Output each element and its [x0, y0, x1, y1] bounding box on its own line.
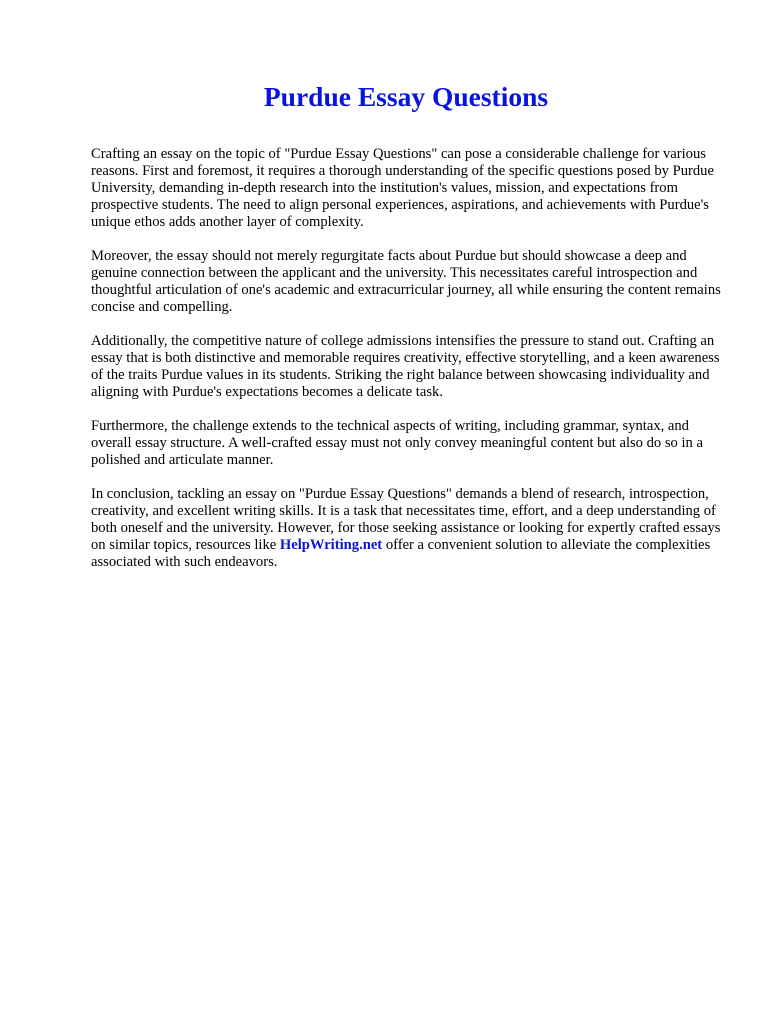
- helpwriting-link[interactable]: HelpWriting.net: [279, 537, 383, 553]
- conclusion-text-end: offer a convenient solution to alleviate the complexities associated with such endeavors.: [91, 537, 711, 570]
- essay-body: [91, 146, 731, 588]
- paragraph-competition: Additionally, the competitive nature of college admissions intensifies the pressure to stand out. Crafting an essay that is both distinctive and memorable requires creativity, effective storytelling, and a keen awareness of the traits Purdue values in its students. Striking the right balance between showcasing individuality and aligning with Purdue's expectations becomes a delicate task.: [91, 333, 720, 400]
- paragraph-intro: Crafting an essay on the topic of "Purdue Essay Questions" can pose a considerable challenge for various reasons. First and foremost, it requires a thorough understanding of the specific questions posed by Purdue University, demanding in-depth research into the institution's values, mission, and expectations from prospective students. The need to align personal experiences, aspirations, and achievements with Purdue's unique ethos adds another layer of complexity.: [91, 146, 714, 230]
- paragraph-conclusion: [91, 486, 731, 571]
- paragraph-connection: Moreover, the essay should not merely regurgitate facts about Purdue but should showcase a deep and genuine connection between the applicant and the university. This necessitates careful introspection and thoughtful articulation of one's academic and extracurricular journey, all while ensuring the content remains concise and compelling.: [91, 248, 721, 315]
- paragraph-technical: Furthermore, the challenge extends to the technical aspects of writing, including grammar, syntax, and overall essay structure. A well-crafted essay must not only convey meaningful content but also do so in a polished and articulate manner.: [91, 418, 703, 468]
- page-title: Purdue Essay Questions: [263, 81, 549, 112]
- conclusion-text: In conclusion, tackling an essay on "Purdue Essay Questions" demands a blend of research, introspection, creativity, and excellent writing skills. It is a task that necessitates time, effort, and a deep understanding of both oneself and the university. However, for those seeking assistance or looking for expertly crafted essays on similar topics, resources like: [91, 486, 721, 553]
